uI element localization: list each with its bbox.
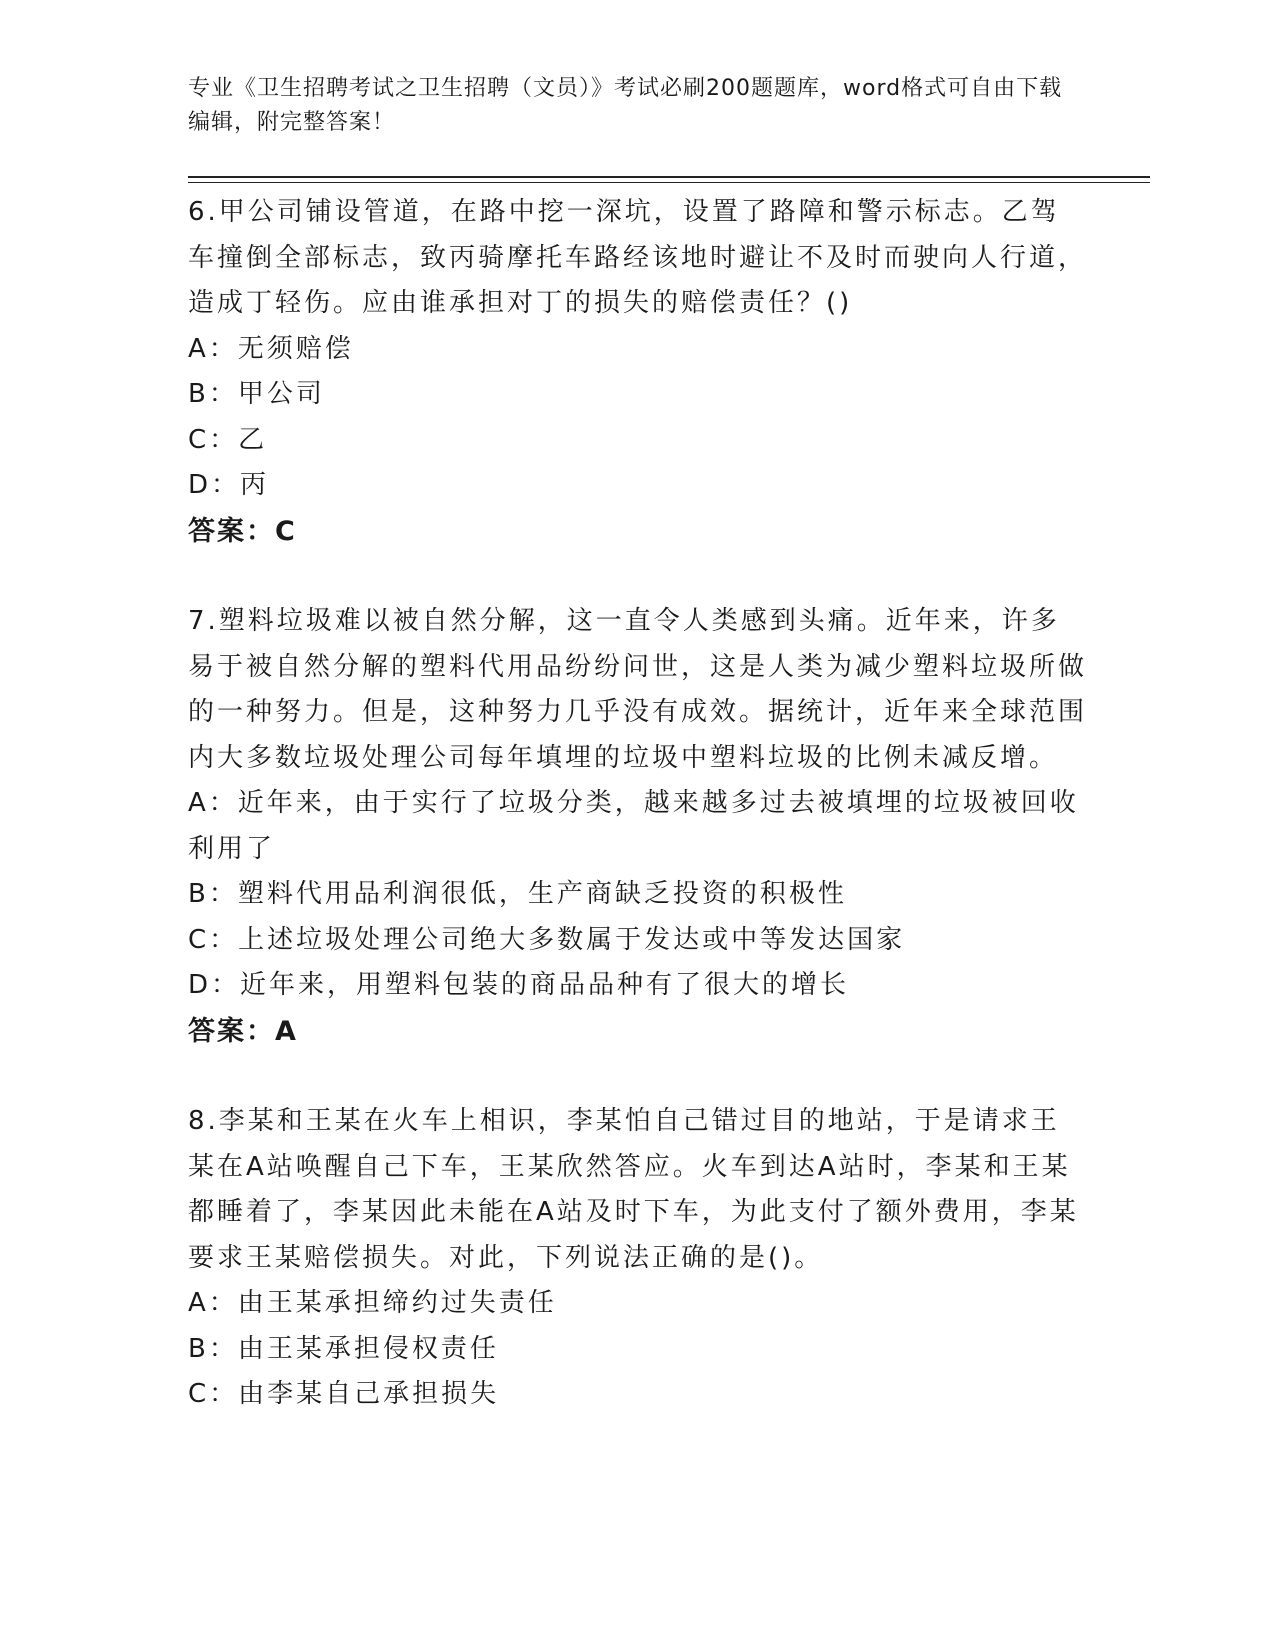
- option-d: D：近年来，用塑料包装的商品品种有了很大的增长: [188, 970, 850, 1000]
- answer-line: 答案：C: [188, 515, 297, 547]
- option-d: D：丙: [188, 470, 270, 500]
- option-c: C：乙: [188, 424, 268, 455]
- question-7: [188, 599, 1088, 1054]
- question-stem: 7.塑料垃圾难以被自然分解，这一直令人类感到头痛。近年来，许多易于被自然分解的塑料代用品纷纷问世，这是人类为减少塑料垃圾所做的一种努力。但是，这种努力几乎没有成效。据统计，近年来全球范围内大多数垃圾处理公司每年填埋的垃圾中塑料垃圾的比例未减反增。: [188, 606, 1088, 773]
- header-rule-thick: [188, 176, 1150, 178]
- option-a: A：近年来，由于实行了垃圾分类，越来越多过去被填埋的垃圾被回收利用了: [188, 788, 1079, 864]
- option-c: C：由李某自己承担损失: [188, 1379, 500, 1409]
- question-list: [188, 190, 1088, 1418]
- question-stem: 8.李某和王某在火车上相识，李某怕自己错过目的地站，于是请求王某在A站唤醒自己下车，王某欣然答应。火车到达A站时，李某和王某都睡着了，李某因此未能在A站及时下车，为此支付了额外费用，李某要求王某赔偿损失。对此，下列说法正确的是()。: [188, 1106, 1079, 1273]
- header-rule-thin: [188, 182, 1150, 183]
- question-stem: 6.甲公司铺设管道，在路中挖一深坑，设置了路障和警示标志。乙驾车撞倒全部标志，致丙骑摩托车路经该地时避让不及时而驶向人行道，造成丁轻伤。应由谁承担对丁的损失的赔偿责任？(): [188, 197, 1088, 318]
- document-header: 专业《卫生招聘考试之卫生招聘（文员）》考试必刷200题题库，word格式可自由下载编辑，附完整答案！: [188, 76, 1063, 135]
- option-a: A：由王某承担缔约过失责任: [188, 1288, 557, 1318]
- option-a: A：无须赔偿: [188, 333, 354, 364]
- question-spacer: [188, 554, 1088, 599]
- option-b: B：甲公司: [188, 379, 325, 409]
- option-c: C：上述垃圾处理公司绝大多数属于发达或中等发达国家: [188, 924, 906, 955]
- option-b: B：由王某承担侵权责任: [188, 1333, 499, 1364]
- question-6: [188, 190, 1088, 554]
- question-8: [188, 1099, 1088, 1418]
- answer-line: 答案：A: [188, 1015, 298, 1047]
- option-b: B：塑料代用品利润很低，生产商缺乏投资的积极性: [188, 879, 847, 909]
- question-spacer: [188, 1054, 1088, 1099]
